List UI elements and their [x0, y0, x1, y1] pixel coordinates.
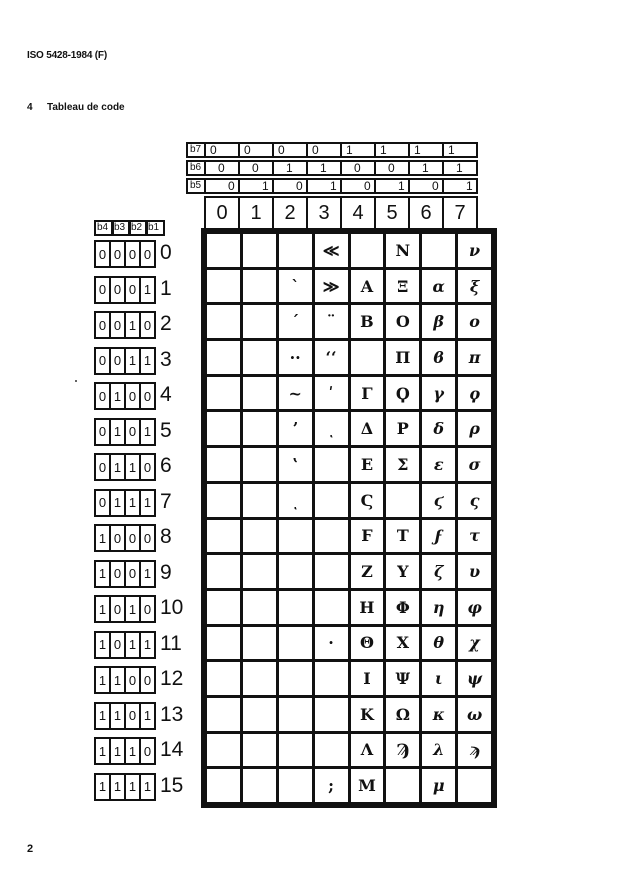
- code-cell-1-7: [243, 484, 276, 517]
- code-cell-3-15: ;: [315, 769, 348, 802]
- code-cell-1-6: [243, 448, 276, 481]
- document-id: ISO 5428-1984 (F): [27, 50, 107, 61]
- code-cell-6-5: δ: [422, 412, 455, 445]
- row-3-bit-1: 0: [109, 347, 126, 375]
- row-10-bit-1: 0: [109, 595, 126, 623]
- row-label-2: 2: [160, 312, 172, 335]
- code-cell-7-7: ς: [458, 484, 491, 517]
- code-cell-0-8: [207, 520, 240, 553]
- code-cell-2-3: ··: [279, 341, 312, 374]
- code-cell-0-6: [207, 448, 240, 481]
- code-cell-3-12: [315, 662, 348, 695]
- bit-label-b5: b5: [186, 178, 206, 194]
- row-7: [94, 485, 190, 521]
- bit-b6-col-3: 1: [306, 160, 342, 176]
- row-label-6: 6: [160, 454, 172, 477]
- code-cell-3-4: ʹ: [315, 377, 348, 410]
- code-cell-5-0: N: [386, 234, 419, 267]
- code-cell-0-11: [207, 627, 240, 660]
- row-label-12: 12: [160, 667, 184, 690]
- code-cell-7-11: χ: [458, 627, 491, 660]
- row-12: [94, 662, 190, 698]
- left-bit-headers: [94, 220, 162, 236]
- code-cell-3-14: [315, 734, 348, 767]
- row-1-bit-2: 0: [124, 276, 141, 304]
- code-cell-0-5: [207, 412, 240, 445]
- column-label-6: 6: [408, 196, 444, 230]
- row-15-bit-0: 1: [94, 773, 111, 801]
- column-label-2: 2: [272, 196, 308, 230]
- page-number: 2: [27, 843, 34, 855]
- code-cell-6-6: ε: [422, 448, 455, 481]
- code-cell-5-15: [386, 769, 419, 802]
- code-cell-0-4: [207, 377, 240, 410]
- row-11-bit-2: 1: [124, 631, 141, 659]
- code-cell-5-11: Χ: [386, 627, 419, 660]
- code-cell-2-1: `: [279, 270, 312, 303]
- row-13-bit-2: 0: [124, 702, 141, 730]
- code-cell-3-3: ʻʻ: [315, 341, 348, 374]
- code-cell-4-13: Κ: [351, 698, 384, 731]
- row-9-bit-3: 1: [139, 560, 156, 588]
- bit-b5-col-0: 0: [204, 178, 240, 194]
- row-13-bit-3: 1: [139, 702, 156, 730]
- bit-b7-col-2: 0: [272, 142, 308, 158]
- row-10-bit-2: 1: [124, 595, 141, 623]
- bit-label-b6: b6: [186, 160, 206, 176]
- code-cell-1-11: [243, 627, 276, 660]
- code-cell-7-6: σ: [458, 448, 491, 481]
- row-label-8: 8: [160, 525, 172, 548]
- code-cell-6-8: ϝ: [422, 520, 455, 553]
- row-15: [94, 769, 190, 805]
- code-cell-1-9: [243, 555, 276, 588]
- code-cell-6-13: κ: [422, 698, 455, 731]
- code-cell-3-2: ¨: [315, 305, 348, 338]
- row-4-bit-0: 0: [94, 382, 111, 410]
- code-cell-4-4: Γ: [351, 377, 384, 410]
- row-3-bit-2: 1: [124, 347, 141, 375]
- row-label-13: 13: [160, 702, 184, 726]
- row-15-bit-2: 1: [124, 773, 141, 801]
- code-cell-4-6: Ε: [351, 448, 384, 481]
- code-cell-6-0: [422, 234, 455, 267]
- code-cell-7-4: ϙ: [458, 377, 491, 410]
- row-14-bit-1: 1: [109, 737, 126, 765]
- code-cell-1-1: [243, 270, 276, 303]
- code-cell-2-13: [279, 698, 312, 731]
- code-cell-2-10: [279, 591, 312, 624]
- row-11-bit-1: 0: [109, 631, 126, 659]
- bit-header-b3: b3: [111, 220, 131, 236]
- code-cell-1-5: [243, 412, 276, 445]
- row-2-bit-0: 0: [94, 311, 111, 339]
- row-5-bit-0: 0: [94, 418, 111, 446]
- row-1-bit-3: 1: [139, 276, 156, 304]
- row-label-11: 11: [160, 631, 182, 655]
- row-label-14: 14: [160, 738, 184, 761]
- code-cell-1-10: [243, 591, 276, 624]
- row-3-bit-0: 0: [94, 347, 111, 375]
- code-cell-7-1: ξ: [458, 270, 491, 303]
- row-9-bit-0: 1: [94, 560, 111, 588]
- bit-b7-col-4: 1: [340, 142, 376, 158]
- code-cell-2-2: ´: [279, 305, 312, 338]
- code-cell-3-7: [315, 484, 348, 517]
- code-cell-4-14: Λ: [351, 734, 384, 767]
- code-cell-1-8: [243, 520, 276, 553]
- code-cell-0-13: [207, 698, 240, 731]
- column-label-0: 0: [204, 196, 240, 230]
- code-cell-4-15: Μ: [351, 769, 384, 802]
- bit-b7-col-1: 0: [238, 142, 274, 158]
- bit-b6-col-5: 0: [374, 160, 410, 176]
- code-cell-0-2: [207, 305, 240, 338]
- code-cell-0-0: [207, 234, 240, 267]
- row-14-bit-2: 1: [124, 737, 141, 765]
- code-cell-0-3: [207, 341, 240, 374]
- code-cell-3-11: ·: [315, 627, 348, 660]
- row-6-bit-1: 1: [109, 453, 126, 481]
- code-cell-1-15: [243, 769, 276, 802]
- code-cell-0-15: [207, 769, 240, 802]
- code-cell-6-2: β: [422, 305, 455, 338]
- row-6-bit-3: 0: [139, 453, 156, 481]
- code-cell-6-11: θ: [422, 627, 455, 660]
- row-0-bit-2: 0: [124, 240, 141, 268]
- code-cell-5-2: Ο: [386, 305, 419, 338]
- code-cell-4-11: Θ: [351, 627, 384, 660]
- section-title: Tableau de code: [47, 102, 125, 113]
- code-cell-6-1: α: [422, 270, 455, 303]
- bit-b6-col-7: 1: [442, 160, 478, 176]
- row-7-bit-1: 1: [109, 489, 126, 517]
- bit-row-b6: [186, 160, 476, 176]
- row-6-bit-0: 0: [94, 453, 111, 481]
- row-4-bit-3: 0: [139, 382, 156, 410]
- row-0-bit-1: 0: [109, 240, 126, 268]
- row-14-bit-0: 1: [94, 737, 111, 765]
- code-cell-1-2: [243, 305, 276, 338]
- row-12-bit-3: 0: [139, 666, 156, 694]
- bit-b7-col-0: 0: [204, 142, 240, 158]
- row-label-15: 15: [160, 773, 184, 797]
- row-10-bit-0: 1: [94, 595, 111, 623]
- column-labels: [204, 196, 476, 230]
- bit-b7-col-7: 1: [442, 142, 478, 158]
- code-cell-7-5: ρ: [458, 412, 491, 445]
- code-cell-2-11: [279, 627, 312, 660]
- row-6-bit-2: 1: [124, 453, 141, 481]
- row-10: [94, 591, 190, 627]
- code-cell-7-2: ο: [458, 305, 491, 338]
- row-5: [94, 414, 190, 450]
- bit-b5-col-2: 0: [272, 178, 308, 194]
- row-9-bit-1: 0: [109, 560, 126, 588]
- row-1-bit-1: 0: [109, 276, 126, 304]
- code-cell-5-1: Ξ: [386, 270, 419, 303]
- column-label-3: 3: [306, 196, 342, 230]
- code-cell-7-8: τ: [458, 520, 491, 553]
- code-cell-5-5: Ρ: [386, 412, 419, 445]
- code-cell-5-13: Ω: [386, 698, 419, 731]
- code-cell-3-5: ͺ: [315, 412, 348, 445]
- code-cell-3-6: [315, 448, 348, 481]
- row-8-bit-1: 0: [109, 524, 126, 552]
- code-cell-1-13: [243, 698, 276, 731]
- column-label-7: 7: [442, 196, 478, 230]
- code-cell-2-6: ʽ: [279, 448, 312, 481]
- section-heading: [27, 102, 125, 113]
- bit-b6-col-0: 0: [204, 160, 240, 176]
- bit-b5-col-6: 0: [408, 178, 444, 194]
- code-cell-7-9: υ: [458, 555, 491, 588]
- code-cell-2-4: ~: [279, 377, 312, 410]
- row-6: [94, 449, 190, 485]
- row-14-bit-3: 0: [139, 737, 156, 765]
- bit-b6-col-1: 0: [238, 160, 274, 176]
- row-2-bit-2: 1: [124, 311, 141, 339]
- row-14: [94, 733, 190, 769]
- bit-b5-col-4: 0: [340, 178, 376, 194]
- bit-row-b5: [186, 178, 476, 194]
- code-cell-1-4: [243, 377, 276, 410]
- row-13-bit-0: 1: [94, 702, 111, 730]
- row-7-bit-3: 1: [139, 489, 156, 517]
- code-cell-1-0: [243, 234, 276, 267]
- row-0-bit-3: 0: [139, 240, 156, 268]
- code-cell-4-8: Ϝ: [351, 520, 384, 553]
- code-cell-2-8: [279, 520, 312, 553]
- code-cell-4-3: [351, 341, 384, 374]
- code-cell-6-7: ϛ: [422, 484, 455, 517]
- code-cell-0-7: [207, 484, 240, 517]
- row-label-5: 5: [160, 418, 172, 442]
- row-13-bit-1: 1: [109, 702, 126, 730]
- row-0: [94, 236, 190, 272]
- code-cell-6-15: μ: [422, 769, 455, 802]
- code-cell-2-9: [279, 555, 312, 588]
- code-cell-4-10: Η: [351, 591, 384, 624]
- bit-b6-col-6: 1: [408, 160, 444, 176]
- code-cell-6-3: ϐ: [422, 341, 455, 374]
- bit-header-b2: b2: [128, 220, 148, 236]
- bit-b5-col-5: 1: [374, 178, 410, 194]
- code-cell-5-4: Ϙ: [386, 377, 419, 410]
- row-7-bit-2: 1: [124, 489, 141, 517]
- row-label-1: 1: [160, 276, 172, 300]
- bit-header-b4: b4: [94, 220, 114, 236]
- code-cell-6-4: γ: [422, 377, 455, 410]
- row-label-0: 0: [160, 241, 172, 264]
- row-12-bit-2: 0: [124, 666, 141, 694]
- code-cell-5-9: Υ: [386, 555, 419, 588]
- row-label-4: 4: [160, 383, 172, 406]
- row-0-bit-0: 0: [94, 240, 111, 268]
- row-label-7: 7: [160, 489, 172, 513]
- code-cell-2-0: [279, 234, 312, 267]
- row-2-bit-1: 0: [109, 311, 126, 339]
- code-cell-2-14: [279, 734, 312, 767]
- code-cell-1-3: [243, 341, 276, 374]
- code-cell-6-14: λ: [422, 734, 455, 767]
- row-label-9: 9: [160, 560, 172, 584]
- code-cell-5-10: Φ: [386, 591, 419, 624]
- code-cell-0-1: [207, 270, 240, 303]
- code-cell-6-12: ι: [422, 662, 455, 695]
- row-11-bit-0: 1: [94, 631, 111, 659]
- code-cell-3-9: [315, 555, 348, 588]
- code-cell-4-7: Ϛ: [351, 484, 384, 517]
- row-4-bit-1: 1: [109, 382, 126, 410]
- code-cell-6-10: η: [422, 591, 455, 624]
- code-cell-5-6: Σ: [386, 448, 419, 481]
- row-8-bit-0: 1: [94, 524, 111, 552]
- bit-b5-col-1: 1: [238, 178, 274, 194]
- code-cell-2-7: ͺ: [279, 484, 312, 517]
- code-cell-3-13: [315, 698, 348, 731]
- column-label-1: 1: [238, 196, 274, 230]
- row-15-bit-3: 1: [139, 773, 156, 801]
- row-3-bit-3: 1: [139, 347, 156, 375]
- code-cell-0-10: [207, 591, 240, 624]
- code-cell-4-1: Α: [351, 270, 384, 303]
- code-cell-5-12: Ψ: [386, 662, 419, 695]
- code-cell-0-9: [207, 555, 240, 588]
- code-cell-0-12: [207, 662, 240, 695]
- bit-b5-col-7: 1: [442, 178, 478, 194]
- row-12-bit-0: 1: [94, 666, 111, 694]
- code-cell-2-12: [279, 662, 312, 695]
- bit-header-b1: b1: [145, 220, 165, 236]
- bit-b6-col-2: 1: [272, 160, 308, 176]
- code-cell-4-2: Β: [351, 305, 384, 338]
- code-cell-7-12: ψ: [458, 662, 491, 695]
- row-11-bit-3: 1: [139, 631, 156, 659]
- row-label-3: 3: [160, 347, 172, 371]
- column-label-5: 5: [374, 196, 410, 230]
- row-4-bit-2: 0: [124, 382, 141, 410]
- code-cell-1-12: [243, 662, 276, 695]
- row-1: [94, 272, 190, 308]
- bit-row-b7: [186, 142, 476, 158]
- code-cell-5-7: [386, 484, 419, 517]
- row-11: [94, 627, 190, 663]
- row-7-bit-0: 0: [94, 489, 111, 517]
- stray-mark: [75, 380, 77, 382]
- row-3: [94, 343, 190, 379]
- section-number: 4: [27, 102, 33, 113]
- code-cell-7-0: ν: [458, 234, 491, 267]
- row-8-bit-2: 0: [124, 524, 141, 552]
- row-8-bit-3: 0: [139, 524, 156, 552]
- bit-b7-col-6: 1: [408, 142, 444, 158]
- code-cell-4-5: Δ: [351, 412, 384, 445]
- row-label-10: 10: [160, 596, 184, 619]
- row-5-bit-2: 0: [124, 418, 141, 446]
- row-9-bit-2: 0: [124, 560, 141, 588]
- row-5-bit-1: 1: [109, 418, 126, 446]
- code-cell-0-14: [207, 734, 240, 767]
- code-table: [201, 228, 497, 808]
- row-13: [94, 698, 190, 734]
- code-cell-3-0: ≪: [315, 234, 348, 267]
- code-cell-7-10: φ: [458, 591, 491, 624]
- row-9: [94, 556, 190, 592]
- code-cell-5-14: Ϡ: [386, 734, 419, 767]
- code-cell-7-15: [458, 769, 491, 802]
- bit-b7-col-5: 1: [374, 142, 410, 158]
- code-cell-7-13: ω: [458, 698, 491, 731]
- bit-b7-col-3: 0: [306, 142, 342, 158]
- code-cell-5-8: Τ: [386, 520, 419, 553]
- row-12-bit-1: 1: [109, 666, 126, 694]
- code-cell-3-1: ≫: [315, 270, 348, 303]
- row-15-bit-1: 1: [109, 773, 126, 801]
- row-2-bit-3: 0: [139, 311, 156, 339]
- code-cell-1-14: [243, 734, 276, 767]
- row-5-bit-3: 1: [139, 418, 156, 446]
- bit-label-b7: b7: [186, 142, 206, 158]
- code-cell-2-5: ʼ: [279, 412, 312, 445]
- code-cell-3-10: [315, 591, 348, 624]
- code-cell-7-14: ϡ: [458, 734, 491, 767]
- row-2: [94, 307, 190, 343]
- code-cell-3-8: [315, 520, 348, 553]
- bit-b5-col-3: 1: [306, 178, 342, 194]
- row-8: [94, 520, 190, 556]
- code-cell-4-9: Ζ: [351, 555, 384, 588]
- row-10-bit-3: 0: [139, 595, 156, 623]
- code-cell-7-3: π: [458, 341, 491, 374]
- row-1-bit-0: 0: [94, 276, 111, 304]
- code-cell-6-9: ζ: [422, 555, 455, 588]
- code-cell-4-0: [351, 234, 384, 267]
- bit-b6-col-4: 0: [340, 160, 376, 176]
- code-cell-4-12: Ι: [351, 662, 384, 695]
- column-label-4: 4: [340, 196, 376, 230]
- code-cell-2-15: [279, 769, 312, 802]
- code-cell-5-3: Π: [386, 341, 419, 374]
- row-4: [94, 378, 190, 414]
